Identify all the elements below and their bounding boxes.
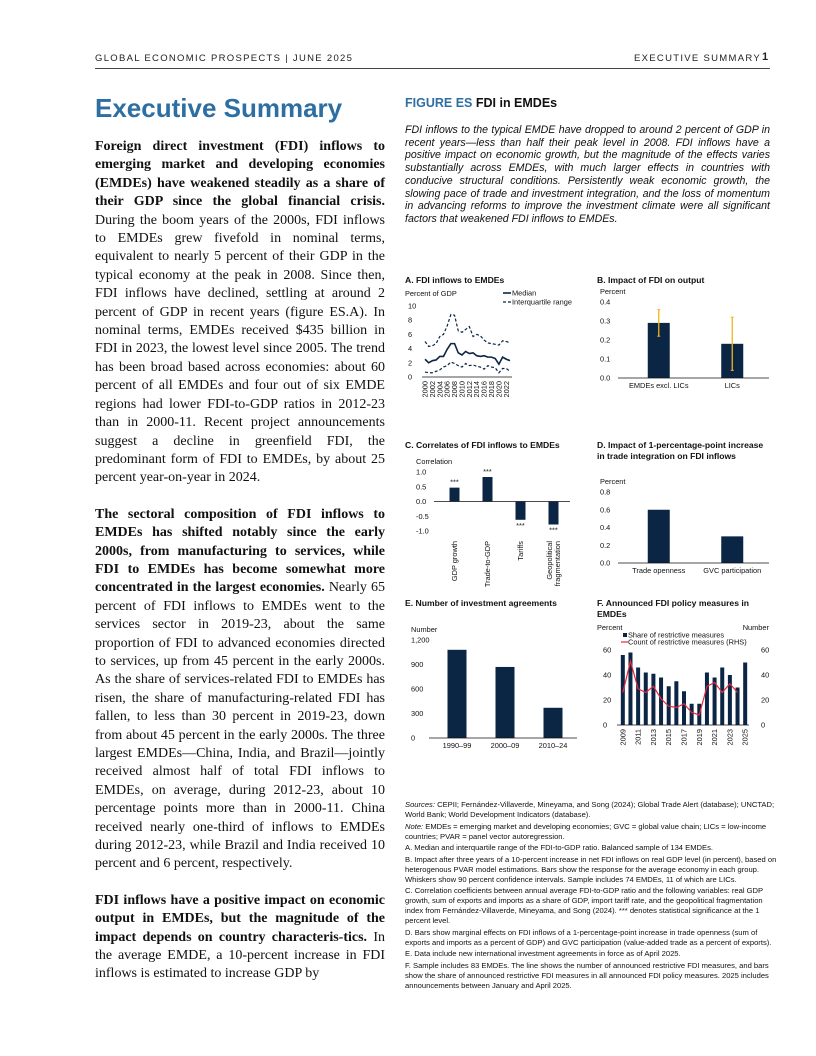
chart-e xyxy=(405,622,595,757)
panel-b-title: B. Impact of FDI on output xyxy=(597,275,705,285)
x-tick-label: GVC participation xyxy=(703,566,762,575)
y-tick-label: 0.1 xyxy=(600,354,611,364)
y-tick-label: 0 xyxy=(761,720,766,730)
bar xyxy=(736,688,740,726)
chart-f xyxy=(597,622,777,757)
x-tick-label: 1990–99 xyxy=(442,741,472,750)
x-tick-label: EMDEs excl. LICs xyxy=(628,381,689,390)
figure-label xyxy=(405,96,557,110)
sources-label: Sources: xyxy=(405,800,435,809)
y-tick-label: 10 xyxy=(408,301,417,311)
paragraph-text: Nearly 65 percent of FDI inflows to EMDEs went to the services sector in 2019-23, about the same proportion of FDI to advanced economies directed to services, up from 45 percent in the early 2000s. As the share of services-related FDI to EMDEs has risen, the share of manufacturing-related FDI has fallen, to less than 30 percent in 2019-23, down from about 45 percent in the early 2000s. The three largest EMDEs—China, India, and Brazil—jointly received almost half of total FDI inflows to EMDEs, on average, during 2012-23, about 10 percentage points more than in 2000-11. China received nearly one-third of inflows to EMDEs during 2012-23, while Brazil and India received 10 percent and 6 percent, respectively. xyxy=(95,580,385,872)
y2-axis-label: Number xyxy=(742,623,769,632)
bar xyxy=(448,650,467,738)
note-c: C. Correlation coefficients between annual average FDI-to-GDP ratio and the following variables: real GDP growth, sum of exports and imports as a share of GDP, import tariff rate, and the geopolitical fragmentation index from Fernández-Villaverde, Mineyama, and Song (2024). *** denotes statistical significance at the 1 percent level. xyxy=(405,886,763,925)
bar xyxy=(728,675,732,725)
significance-marker: *** xyxy=(516,520,525,530)
bar xyxy=(674,681,678,725)
y-tick-label: 0.3 xyxy=(600,316,611,326)
bar xyxy=(450,488,460,502)
bar xyxy=(648,510,670,563)
bar xyxy=(483,477,493,501)
y-tick-label: -0.5 xyxy=(416,511,429,521)
x-tick-label: 2014 xyxy=(472,381,482,398)
y-tick-label: 0.0 xyxy=(600,373,611,383)
x-tick-label: 2016 xyxy=(479,381,489,398)
y-tick-label: 0.0 xyxy=(416,497,427,506)
y-tick-label: 40 xyxy=(603,670,612,680)
paragraph-2 xyxy=(95,506,385,874)
x-tick-label: 2013 xyxy=(648,729,658,746)
x-tick-label: Trade openness xyxy=(632,566,686,575)
bar xyxy=(659,678,663,726)
x-tick-label: Trade-to-GDP xyxy=(483,541,492,588)
note-e: E. Data include new international investment agreements in force as of April 2025. xyxy=(405,949,681,958)
y-tick-label: 8 xyxy=(408,315,413,325)
y-tick-label: 600 xyxy=(411,684,424,694)
x-tick-label: 2000–09 xyxy=(490,741,520,750)
bar xyxy=(644,673,648,726)
x-tick-label: 2025 xyxy=(740,729,750,746)
note-f: F. Sample includes 83 EMDEs. The line shows the number of announced restrictive FDI measures, and bars show the share of announced restrictive FDI measures in all announced FDI policy measures. 2025 includes announcements between January and April 2025. xyxy=(405,960,769,990)
paragraph-lead: FDI inflows have a positive impact on economic output in EMDEs, but the magnitude of the impact depends on country characteris-tics. xyxy=(95,892,385,945)
legend-swatch-share xyxy=(623,633,627,637)
chart-a xyxy=(405,289,595,429)
bar xyxy=(690,704,694,725)
y-tick-label: 4 xyxy=(408,344,413,354)
paragraph-3 xyxy=(95,892,385,984)
x-tick-label: 2018 xyxy=(487,381,497,398)
figure-notes xyxy=(405,800,777,992)
y-tick-label: 0 xyxy=(408,372,413,382)
paragraph-lead: The sectoral composition of FDI inflows to EMDEs has shifted notably since the early 2000s, from manufacturing to services, while FDI to EMDEs has become somewhat more concentrated in the largest economies. xyxy=(95,506,385,596)
x-tick-label: 2009 xyxy=(618,729,628,746)
sources xyxy=(405,800,777,820)
x-tick-label: 2021 xyxy=(710,729,720,746)
x-tick-label: fragmentation xyxy=(553,541,562,587)
y-axis-label: Percent of GDP xyxy=(405,289,457,298)
x-tick-label: 2004 xyxy=(435,381,445,398)
bar xyxy=(651,674,655,725)
bar xyxy=(721,536,743,563)
bar xyxy=(636,668,640,726)
bar xyxy=(544,708,563,738)
panel-c-title: C. Correlates of FDI inflows to EMDEs xyxy=(405,440,560,450)
paragraph-lead: Foreign direct investment (FDI) inflows to emerging market and developing economies (EMDEs) have weakened steadily as a share of their GDP since the global financial crisis. xyxy=(95,139,385,210)
bar xyxy=(516,502,526,520)
page-title: Executive Summary xyxy=(95,93,343,123)
y-axis-label: Percent xyxy=(600,477,626,486)
x-tick-label: 2012 xyxy=(464,381,474,398)
note-d: D. Bars show marginal effects on FDI inflows of a 1-percentage-point increase in trade openness (sum of exports and imports as a percent of GDP) and GVC participation (value-added trade as a percent of exports). xyxy=(405,927,772,947)
legend-label: Count of restrictive measures (RHS) xyxy=(628,637,747,647)
y-tick-label: 0 xyxy=(603,720,608,730)
note xyxy=(405,822,777,842)
x-tick-label: LICs xyxy=(724,381,740,390)
bar xyxy=(549,502,559,525)
x-tick-label: 2011 xyxy=(633,729,643,745)
panel-a-title: A. FDI inflows to EMDEs xyxy=(405,275,505,285)
x-tick-label: 2006 xyxy=(442,381,452,398)
y-tick-label: 0.4 xyxy=(600,297,611,307)
panel-e-title: E. Number of investment agreements xyxy=(405,598,557,608)
y-tick-label: 0.6 xyxy=(600,505,611,515)
body-text xyxy=(95,138,385,1002)
x-tick-label: 2010–24 xyxy=(538,741,568,750)
y-tick-label: 20 xyxy=(761,695,770,705)
significance-marker: *** xyxy=(450,477,459,487)
header-rule xyxy=(95,68,770,69)
x-tick-label: 2000 xyxy=(420,381,430,398)
note-a: A. Median and interquartile range of the FDI-to-GDP ratio. Balanced sample of 134 EMDEs. xyxy=(405,843,713,852)
y-tick-label: 0.5 xyxy=(416,482,427,492)
legend-label: Median xyxy=(512,289,537,298)
x-tick-label: 2022 xyxy=(501,381,511,398)
y-axis-label: Percent xyxy=(600,287,626,296)
x-tick-label: 2002 xyxy=(427,381,437,398)
chart-b xyxy=(597,286,777,401)
x-tick-label: 2015 xyxy=(664,729,674,746)
x-tick-label: 2017 xyxy=(679,729,689,746)
y-tick-label: -1.0 xyxy=(416,526,429,536)
note-label: Note: xyxy=(405,821,424,831)
bar xyxy=(496,667,515,738)
y-tick-label: 0.4 xyxy=(600,523,611,532)
figure-number: FIGURE ES xyxy=(405,96,473,110)
note-text: EMDEs = emerging market and developing economies; GVC = global value chain; LICs = low-income countries; PVAR = panel vector autoregression. xyxy=(405,821,767,841)
y-tick-label: 900 xyxy=(411,660,424,669)
note-b: B. Impact after three years of a 10-percent increase in net FDI inflows on real GDP level (in percent), based on heterogenous PVAR model estimations. Bars show the response for the average economy in each group. Whiskers show 90 percent confidence intervals. Sample includes 74 EMDEs, 11 of which are LICs. xyxy=(405,854,777,884)
paragraph-text: In the average EMDE, a 10-percent increase in FDI inflows is estimated to increase GDP by xyxy=(95,929,385,982)
x-tick-label: 2019 xyxy=(694,729,704,746)
legend-label: Interquartile range xyxy=(512,297,572,307)
x-tick-label: 2008 xyxy=(450,381,460,398)
legend-label: Share of restrictive measures xyxy=(628,630,725,640)
x-tick-label: 2020 xyxy=(494,381,504,398)
x-tick-label: 2023 xyxy=(725,729,735,746)
running-header-left: GLOBAL ECONOMIC PROSPECTS | JUNE 2025 xyxy=(95,53,354,64)
chart-c xyxy=(405,450,595,610)
bar xyxy=(682,691,686,725)
bar xyxy=(743,663,747,726)
y-tick-label: 0.2 xyxy=(600,335,611,345)
figure-intro: FDI inflows to the typical EMDE have dropped to around 2 percent of GDP in recent years—less than half their peak level in 2008. FDI inflows have a positive impact on economic growth, but the magnitude of the effects varies substantially across EMDEs, with much larger effects in countries with conducive structural conditions. Persistently weak economic growth, the slowing pace of trade and investment integration, and the loss of momentum in advancing reforms to improve the investment climate were all significant factors that weakened FDI inflows to EMDEs. xyxy=(405,124,770,225)
figure-title: FDI in EMDEs xyxy=(475,96,558,110)
y-axis-label: Number xyxy=(411,625,438,634)
iqr-line xyxy=(425,315,510,347)
panel-d-title: D. Impact of 1-percentage-point increase in trade integration on FDI inflows xyxy=(597,440,764,461)
x-tick-label: Geopolitical xyxy=(545,541,554,580)
y-tick-label: 1.0 xyxy=(416,467,427,477)
y-tick-label: 6 xyxy=(408,329,413,339)
median-line xyxy=(425,344,510,365)
panel-f-title: F. Announced FDI policy measures in EMDEs xyxy=(597,598,750,619)
paragraph-text: During the boom years of the 2000s, FDI inflows to EMDEs grew fivefold in nominal terms, equivalent to nearly 5 percent of their GDP in the typical economy at the peak in 2008. Since then, FDI inflows have declined, settling at around 2 percent of GDP in recent years (figure ES.A). In nominal terms, EMDEs received $435 billion in FDI in 2023, the lowest level since 2005. The trend has been broad based across economies: about 60 percent of all EMDEs and four out of six EMDE regions had lower FDI-to-GDP ratios in 2012-23 than in 2000-11. Recent project announcements suggest a decline in greenfield FDI, the predominant form of FDI to EMDEs, by about 25 percent year-on-year in 2024. xyxy=(95,212,385,486)
bar xyxy=(720,668,724,726)
y-axis-label: Percent xyxy=(597,623,623,632)
y-tick-label: 1,200 xyxy=(411,635,430,645)
y-tick-label: 0.0 xyxy=(600,558,611,568)
y-tick-label: 0.2 xyxy=(600,540,611,550)
iqr-line xyxy=(425,362,510,373)
significance-marker: *** xyxy=(483,467,492,477)
y-tick-label: 20 xyxy=(603,695,612,705)
y-tick-label: 300 xyxy=(411,709,424,718)
y-tick-label: 0.8 xyxy=(600,487,611,497)
y-tick-label: 40 xyxy=(761,670,770,680)
sources-text: CEPII; Fernández-Villaverde, Mineyama, and Song (2024); Global Trade Alert (database); UNCTAD; World Bank; World Development Indicators (database). xyxy=(405,800,775,819)
y-tick-label: 60 xyxy=(603,645,612,655)
y-axis-label: Correlation xyxy=(416,457,453,466)
y-tick-label: 0 xyxy=(411,733,416,743)
x-tick-label: 2010 xyxy=(457,381,467,398)
y-tick-label: 60 xyxy=(761,645,770,655)
running-header-right: EXECUTIVE SUMMARY xyxy=(634,53,761,64)
paragraph-1 xyxy=(95,138,385,488)
x-tick-label: GDP growth xyxy=(450,541,459,582)
page-number: 1 xyxy=(762,51,770,63)
x-tick-label: Tariffs xyxy=(516,541,525,561)
y-tick-label: 2 xyxy=(408,358,413,368)
chart-d xyxy=(597,476,777,581)
bar xyxy=(705,673,709,726)
significance-marker: *** xyxy=(549,525,558,535)
